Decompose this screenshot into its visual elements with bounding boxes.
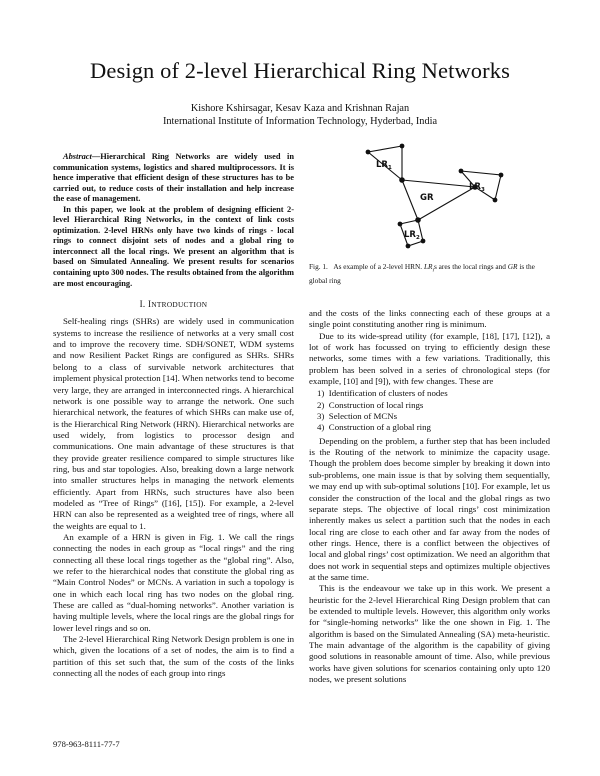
intro-paragraph-5: Depending on the problem, a further step that has been included is the Routing of the network to minimize the capacity usage. Though the problem does become simpler by breaking it down into sub-problems, one main issue is that by solving them sequentially, we may end up with sub-optimal solutions [10]. For example, let us consider the construction of the local and the global rings as two separate steps. The objective of local rings’ cost minimization inherently makes us select a partition such that the nodes in each local ring are close to each other and far away from the nodes of other rings. Hence, there is a conflict between the objectives of local and global rings’ cost optimization. We need an algorithm that does not work in sequential steps and optimizes multiple objectives at the same time.: [309, 435, 550, 582]
design-steps-list: [309, 388, 550, 433]
local-ring-lr3: [461, 171, 501, 200]
node: [421, 239, 426, 244]
mcn-node: [415, 217, 421, 223]
node: [459, 169, 464, 174]
abstract: [53, 152, 294, 289]
left-column: [53, 152, 294, 679]
list-item: 2) Construction of local rings: [317, 399, 424, 410]
intro-paragraph-2: An example of a HRN is given in Fig. 1. We call the rings connecting the nodes in each group as “local rings” and the ring connecting all these local rings together as the “global ring”. Also, we refer to the hierarchical nodes that constitute the global ring as “Main Control Nodes” or MCNs. A variation in such a topology is one in which each local ring has two nodes on the global ring. These are called as “dual-homing networks”. Another variation is having multiple levels, where the local rings are the global rings for lower level rings and so on.: [53, 531, 294, 633]
label-lr1: $LR_1$: [376, 160, 392, 171]
mcn-node: [399, 177, 405, 183]
intro-paragraph-6: This is the endeavour we take up in this work. We present a heuristic for the 2-level Hierarchical Ring Design problem that can be extended to multiple levels. However, this algorithm only works for “single-homing networks” like the one shown in Fig. 1. The algorithm is based on the Simulated Annealing (SA) meta-heuristic. The main advantage of the algorithm is the capability of giving good solutions in reasonable amount of time. Also, while previous works have given solutions for scenarios containing only upto 120 nodes, we present solutions: [309, 583, 550, 684]
label-gr: GR: [420, 193, 434, 203]
global-ring-edge: [402, 180, 418, 220]
label-lr2: $LR_2$: [404, 230, 420, 241]
intro-paragraph-3: The 2-level Hierarchical Ring Network Design problem is one in which, given the locations of a set of nodes, the aim is to find a partition of this set such that, the sum of the costs of the links connecting all the nodes of each group into rings: [53, 634, 294, 679]
abstract-paragraph-1: Abstract—Hierarchical Ring Networks are widely used in communication systems, logistics and shared multiprocessors. It is hence imperative that efficient design of these structures has to be carried out, to reduce costs of their installation and help increase the ease of management.: [53, 152, 294, 204]
label-lr3: $LR_3$: [469, 182, 485, 193]
footer-isbn: 978-963-8111-77-7: [53, 739, 120, 749]
node: [499, 173, 504, 178]
node: [400, 144, 405, 149]
right-column: [309, 308, 550, 685]
list-item: 1) Identification of clusters of nodes: [317, 388, 448, 399]
node: [493, 198, 498, 203]
paper-title: Design of 2-level Hierarchical Ring Networks: [90, 58, 510, 83]
abstract-paragraph-2: In this paper, we look at the problem of designing efficient 2-level Hierarchical Ring Networks, in the context of link costs optimization. 2-level HRNs only have two kinds of rings - local rings to connect disjoint sets of nodes and a global ring to interconnect all the local rings. We present an algorithm that is based on Simulated Annealing. We present results for scenarios containing upto 300 nodes. The results obtained from the algorithm are most encouraging.: [53, 204, 294, 288]
section-heading-introduction: I. INTRODUCTION: [139, 299, 208, 310]
global-ring-edge: [402, 180, 475, 187]
paper-affiliation: International Institute of Information Technology, Hyderbad, India: [162, 116, 438, 127]
intro-paragraph-1: Self-healing rings (SHRs) are widely used in communication systems to increase the resilience of networks at a very small cost and to improve the recovery time. SDH/SONET, WDM systems and now Resilient Packet Rings are configured as SHRs. SHRs belong to a class of survivable network architectures that implement physical protection [14]. When networks tend to become very large, they are arranged in interconnected rings. A hierarchical network is one possible way to arrange the network. One such hierarchical network, the features of which SHRs can make use of, is the Hierarchical Ring Network (HRN). Hierarchical networks are used widely, from logistics to processor design and communications. One main advantage of these structures is that they provide greater resilience compared to simple structures like ring, bus and star topologies. Also, breaking down a large network into smaller structures helps in managing the network elements efficiently. Apart from HRNs, such structures have also been modeled as “Tree of Rings” ([16], [15]). For example, a 2-level HRN can also be represented as a weighted tree of rings, where all the weights are equal to 1.: [53, 316, 294, 531]
abstract-label: Abstract—: [63, 152, 101, 161]
figure-caption: Fig. 1. As example of a 2-level HRN. $LR_is$ ares the local rings and GR is the global ring: [309, 262, 535, 285]
node: [366, 150, 371, 155]
list-item: 3) Selection of MCNs: [317, 411, 398, 422]
node: [406, 244, 411, 249]
paper-authors: Kishore Kshirsagar, Kesav Kaza and Krishnan Rajan: [190, 103, 410, 114]
intro-paragraph-3-continued: and the costs of the links connecting each of these groups at a single point constituting another ring is minimum.: [309, 308, 550, 330]
global-ring-edge: [418, 187, 475, 220]
node: [398, 222, 403, 227]
list-item: 4) Construction of a global ring: [317, 422, 431, 433]
intro-paragraph-4: Due to its wide-spread utility (for example, [18], [17], [12]), a lot of work has focussed on trying to efficiently design these networks, some times with a few variations. Traditionally, this problem has been solved in a series of chronological steps (for example, [10] and [9]), with few changes. These are: [309, 330, 550, 387]
hrn-figure: [356, 140, 506, 255]
